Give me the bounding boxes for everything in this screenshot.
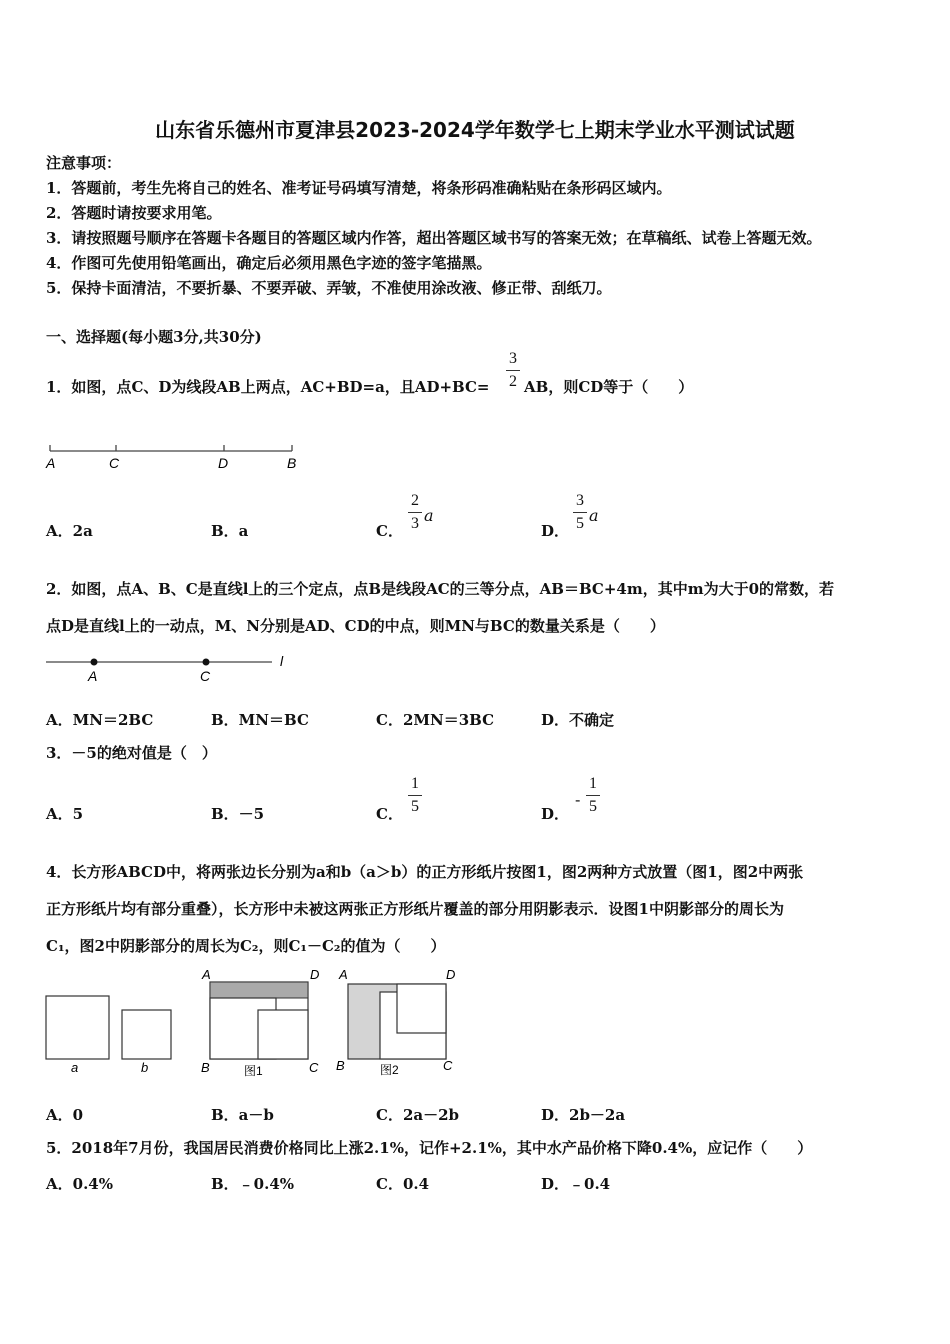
q3-option-b[interactable]: B．－5 [211,805,265,823]
q3-c-den: 5 [411,798,419,815]
q4-fig2-label-d: D [446,967,456,982]
notice-item-5: 5．保持卡面清洁，不要折暴、不要弄破、弄皱，不准使用涂改液、修正带、刮纸刀。 [46,279,612,297]
q4-fig1-label-c: C [309,1060,319,1075]
q3-option-c-fraction [408,775,422,816]
q1-frac-den: 2 [509,373,517,390]
q4-figures [40,962,470,1082]
q1-label-b: B [287,455,297,471]
q3-d-num: 1 [589,775,597,792]
q1-c-den: 3 [411,515,419,532]
q4-label-a: a [71,1060,79,1075]
q4-fig2-label-b: B [336,1058,345,1073]
q1-label-d: D [218,455,229,471]
q4-option-c[interactable]: C．2a－2b [376,1106,460,1124]
q1-segment-figure [40,440,310,474]
q4-label-b: b [141,1060,149,1075]
q1-option-a[interactable]: A．2a [46,522,93,540]
q3-c-num: 1 [411,775,419,792]
q4-option-a[interactable]: A．0 [46,1106,84,1124]
q1-label-a: A [46,455,56,471]
q4-fig2-label-a: A [339,967,348,982]
q4-fig1-label-b: B [201,1060,210,1075]
q1-option-c-fraction [408,492,422,533]
q4-option-b[interactable]: B．a－b [211,1106,274,1124]
q2-label-c: C [200,668,211,684]
section-heading: 一、选择题(每小题3分,共30分) [46,328,262,346]
q1-d-num: 3 [576,492,584,509]
notice-item-2: 2．答题时请按要求用笔。 [46,204,222,222]
q1-d-den: 5 [576,515,584,532]
q1-fraction [506,350,520,391]
q1-option-b[interactable]: B．a [211,522,249,540]
q1-label-c: C [109,455,120,471]
q1-option-d-fraction [573,492,587,533]
q1-option-c[interactable]: C． [376,522,403,540]
q4-fig1-label-a: A [202,967,211,982]
q4-fig1-caption: 图1 [244,1064,263,1078]
q2-option-d[interactable]: D．不确定 [541,711,615,729]
q5-option-c[interactable]: C．0.4 [376,1175,430,1193]
q3-option-d[interactable]: D． [541,805,570,823]
q5-option-b[interactable]: B．﹣0.4% [211,1175,295,1193]
notice-item-4: 4．作图可先使用铅笔画出，确定后必须用黑色字迹的签字笔描黑。 [46,254,492,272]
q5-option-a[interactable]: A．0.4% [46,1175,113,1193]
q4-line-3: C₁，图2中阴影部分的周长为C₂，则C₁－C₂的值为（ ） [46,937,446,955]
q5-option-d[interactable]: D．﹣0.4 [541,1175,611,1193]
q2-option-a[interactable]: A．MN＝2BC [46,711,154,729]
q2-label-a: A [88,668,98,684]
q2-option-c[interactable]: C．2MN＝3BC [376,711,495,729]
q4-line-1: 4．长方形ABCD中，将两张边长分别为a和b（a＞b）的正方形纸片按图1，图2两种方式放置（图1，图2中两张 [46,863,804,881]
q2-label-l: l [280,653,284,669]
q3-option-a[interactable]: A．5 [46,805,84,823]
q2-option-b[interactable]: B．MN＝BC [211,711,309,729]
q1-text-a: 1．如图，点C、D为线段AB上两点，AC+BD=a，且AD+BC= [46,378,490,396]
q3-option-d-fraction [586,775,600,816]
q2-line-2: 点D是直线l上的一动点，M、N分别是AD、CD的中点，则MN与BC的数量关系是（ ） [46,617,665,635]
q4-option-d[interactable]: D．2b－2a [541,1106,626,1124]
q1-c-var: a [424,506,434,525]
q4-fig2-caption: 图2 [380,1063,399,1077]
q2-line-1: 2．如图，点A、B、C是直线l上的三个定点，点B是线段AC的三等分点，AB＝BC+4m，其中m为大于0的常数，若 [46,580,835,598]
q3-option-c[interactable]: C． [376,805,403,823]
q4-fig2-label-c: C [443,1058,453,1073]
q1-c-num: 2 [411,492,419,509]
q1-frac-num: 3 [509,350,517,367]
q3-text: 3．－5的绝对值是（ ） [46,744,217,762]
notice-item-3: 3．请按照题号顺序在答题卡各题目的答题区域内作答，超出答题区域书写的答案无效；在草稿纸、试卷上答题无效。 [46,229,822,247]
q5-text: 5．2018年7月份，我国居民消费价格同比上涨2.1%，记作+2.1%，其中水产品价格下降0.4%，应记作（ ） [46,1139,813,1157]
q4-line-2: 正方形纸片均有部分重叠），长方形中未被这两张正方形纸片覆盖的部分用阴影表示．设图1中阴影部分的周长为 [46,900,784,918]
q1-option-d[interactable]: D． [541,522,570,540]
q3-d-den: 5 [589,798,597,815]
q1-d-var: a [589,506,599,525]
q4-fig1-label-d: D [310,967,320,982]
q3-d-sign: - [575,790,581,809]
q2-line-figure [40,650,300,686]
page-title: 山东省乐德州市夏津县2023-2024学年数学七上期末学业水平测试试题 [155,118,795,142]
notice-item-1: 1．答题前，考生先将自己的姓名、准考证号码填写清楚，将条形码准确粘贴在条形码区域内。 [46,179,672,197]
notice-heading: 注意事项： [46,154,122,172]
q1-text-b: AB，则CD等于（ ） [524,378,694,396]
